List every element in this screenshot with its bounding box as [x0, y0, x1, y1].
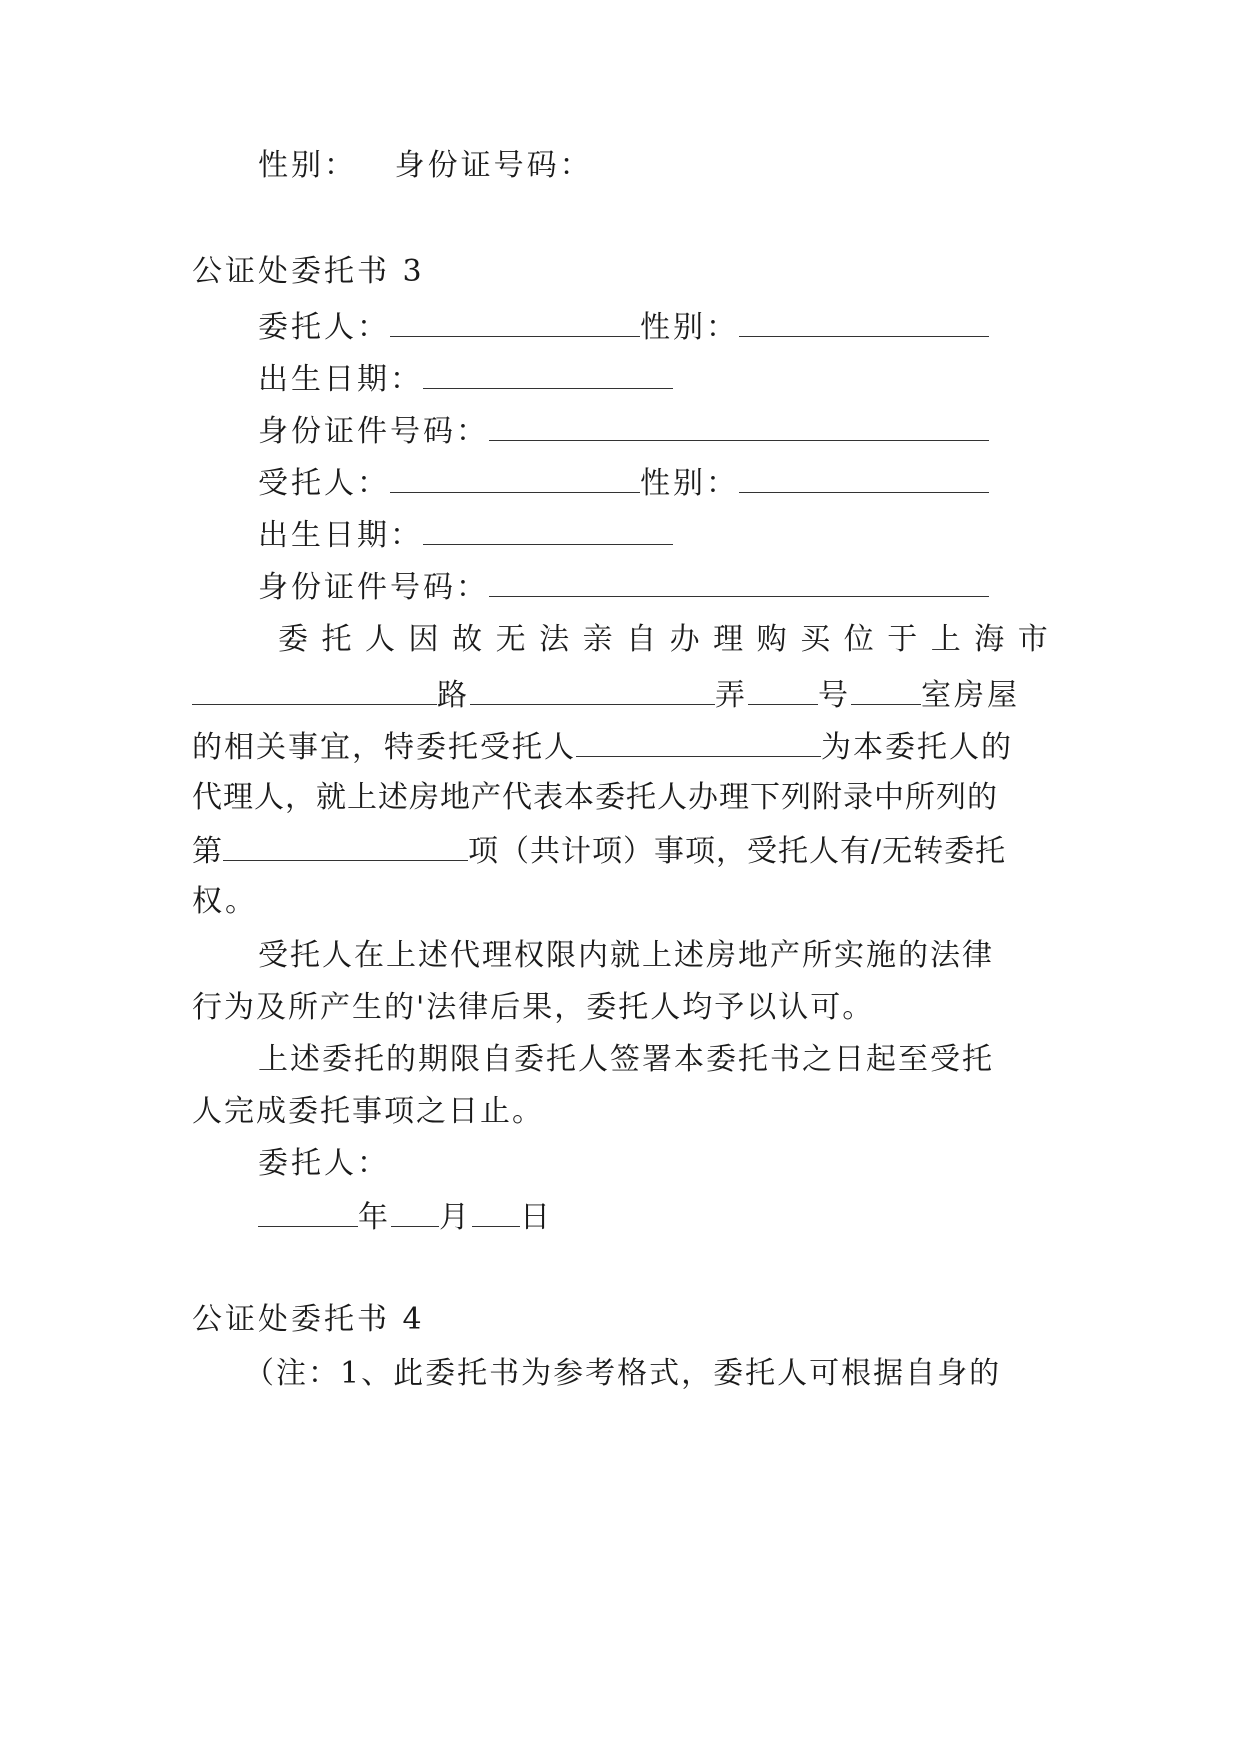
agent-label: 受托人： — [258, 466, 390, 501]
day-blank — [472, 1198, 520, 1227]
char: 买 — [800, 622, 831, 657]
para1-line3 — [192, 728, 1013, 766]
para3-line1: 上述委托的期限自委托人签署本委托书之日起至受托 — [258, 1042, 994, 1077]
day-label: 日 — [520, 1200, 553, 1235]
room-blank — [851, 676, 921, 705]
char: 因 — [408, 622, 439, 657]
principal-birth-line — [258, 360, 673, 398]
year-blank — [258, 1198, 358, 1227]
principal-line — [258, 308, 989, 346]
id-number-label: 身份证号码： — [394, 148, 593, 183]
item-blank — [223, 832, 468, 861]
agent-gender-blank — [739, 464, 989, 493]
para1-line6: 权。 — [192, 884, 258, 919]
agent-birth-blank — [423, 516, 673, 545]
para1-text: 第 — [192, 834, 223, 869]
agent-gender-label: 性别： — [640, 466, 739, 501]
agent-blank — [390, 464, 640, 493]
char: 理 — [713, 622, 744, 657]
room-label: 室房屋 — [921, 678, 1020, 713]
agent-line — [258, 464, 989, 502]
char: 市 — [1017, 622, 1048, 657]
principal-label: 委托人： — [258, 310, 390, 345]
principal-birth-blank — [423, 360, 673, 389]
gender-label: 性别： — [258, 148, 357, 183]
lane-label: 弄 — [715, 678, 748, 713]
date-line — [258, 1198, 553, 1236]
char: 法 — [539, 622, 570, 657]
char: 无 — [495, 622, 526, 657]
principal-id-label: 身份证件号码： — [258, 414, 489, 449]
signature-label: 委托人： — [258, 1146, 390, 1181]
char: 海 — [974, 622, 1005, 657]
agent-id-blank — [489, 568, 989, 597]
principal-blank — [390, 308, 640, 337]
para1-line4: 代理人，就上述房地产代表本委托人办理下列附录中所列的 — [192, 780, 998, 815]
para3-line2: 人完成委托事项之日止。 — [192, 1094, 544, 1129]
agent-birth-label: 出生日期： — [258, 518, 423, 553]
year-label: 年 — [358, 1200, 391, 1235]
principal-gender-label: 性别： — [640, 310, 739, 345]
char: 托 — [321, 622, 352, 657]
char: 位 — [843, 622, 874, 657]
road-label: 路 — [437, 678, 470, 713]
agent-name-blank — [576, 728, 821, 757]
para2-line1: 受托人在上述代理权限内就上述房地产所实施的法律 — [258, 938, 994, 973]
month-blank — [391, 1198, 439, 1227]
road-blank — [192, 676, 437, 705]
para1-line1 — [278, 622, 1048, 658]
char: 故 — [452, 622, 483, 657]
para2-line2: 行为及所产生的'法律后果，委托人均予以认可。 — [192, 990, 875, 1025]
principal-gender-blank — [739, 308, 989, 337]
char: 人 — [365, 622, 396, 657]
agent-id-label: 身份证件号码： — [258, 570, 489, 605]
principal-birth-label: 出生日期： — [258, 362, 423, 397]
char: 自 — [626, 622, 657, 657]
para1-text: 项（共计项）事项，受托人有/无转委托 — [468, 834, 1007, 869]
para1-text: 为本委托人的 — [821, 730, 1013, 765]
agent-birth-line — [258, 516, 673, 554]
agent-id-line — [258, 568, 989, 606]
number-blank — [748, 676, 818, 705]
section-title: 公证处委托书 3 — [192, 254, 425, 289]
char: 亲 — [582, 622, 613, 657]
para1-text: 的相关事宜，特委托受托人 — [192, 730, 576, 765]
char: 办 — [669, 622, 700, 657]
principal-id-blank — [489, 412, 989, 441]
note-line1: （注：1、此委托书为参考格式，委托人可根据自身的 — [244, 1356, 1002, 1391]
month-label: 月 — [439, 1200, 472, 1235]
top-fields-line — [258, 148, 593, 184]
section-title: 公证处委托书 4 — [192, 1302, 425, 1337]
number-label: 号 — [818, 678, 851, 713]
char: 于 — [887, 622, 918, 657]
char: 购 — [756, 622, 787, 657]
para1-line5 — [192, 832, 1006, 870]
char: 上 — [930, 622, 961, 657]
lane-blank — [470, 676, 715, 705]
principal-id-line — [258, 412, 989, 450]
para1-line2 — [192, 676, 1020, 714]
char: 委 — [278, 622, 308, 657]
